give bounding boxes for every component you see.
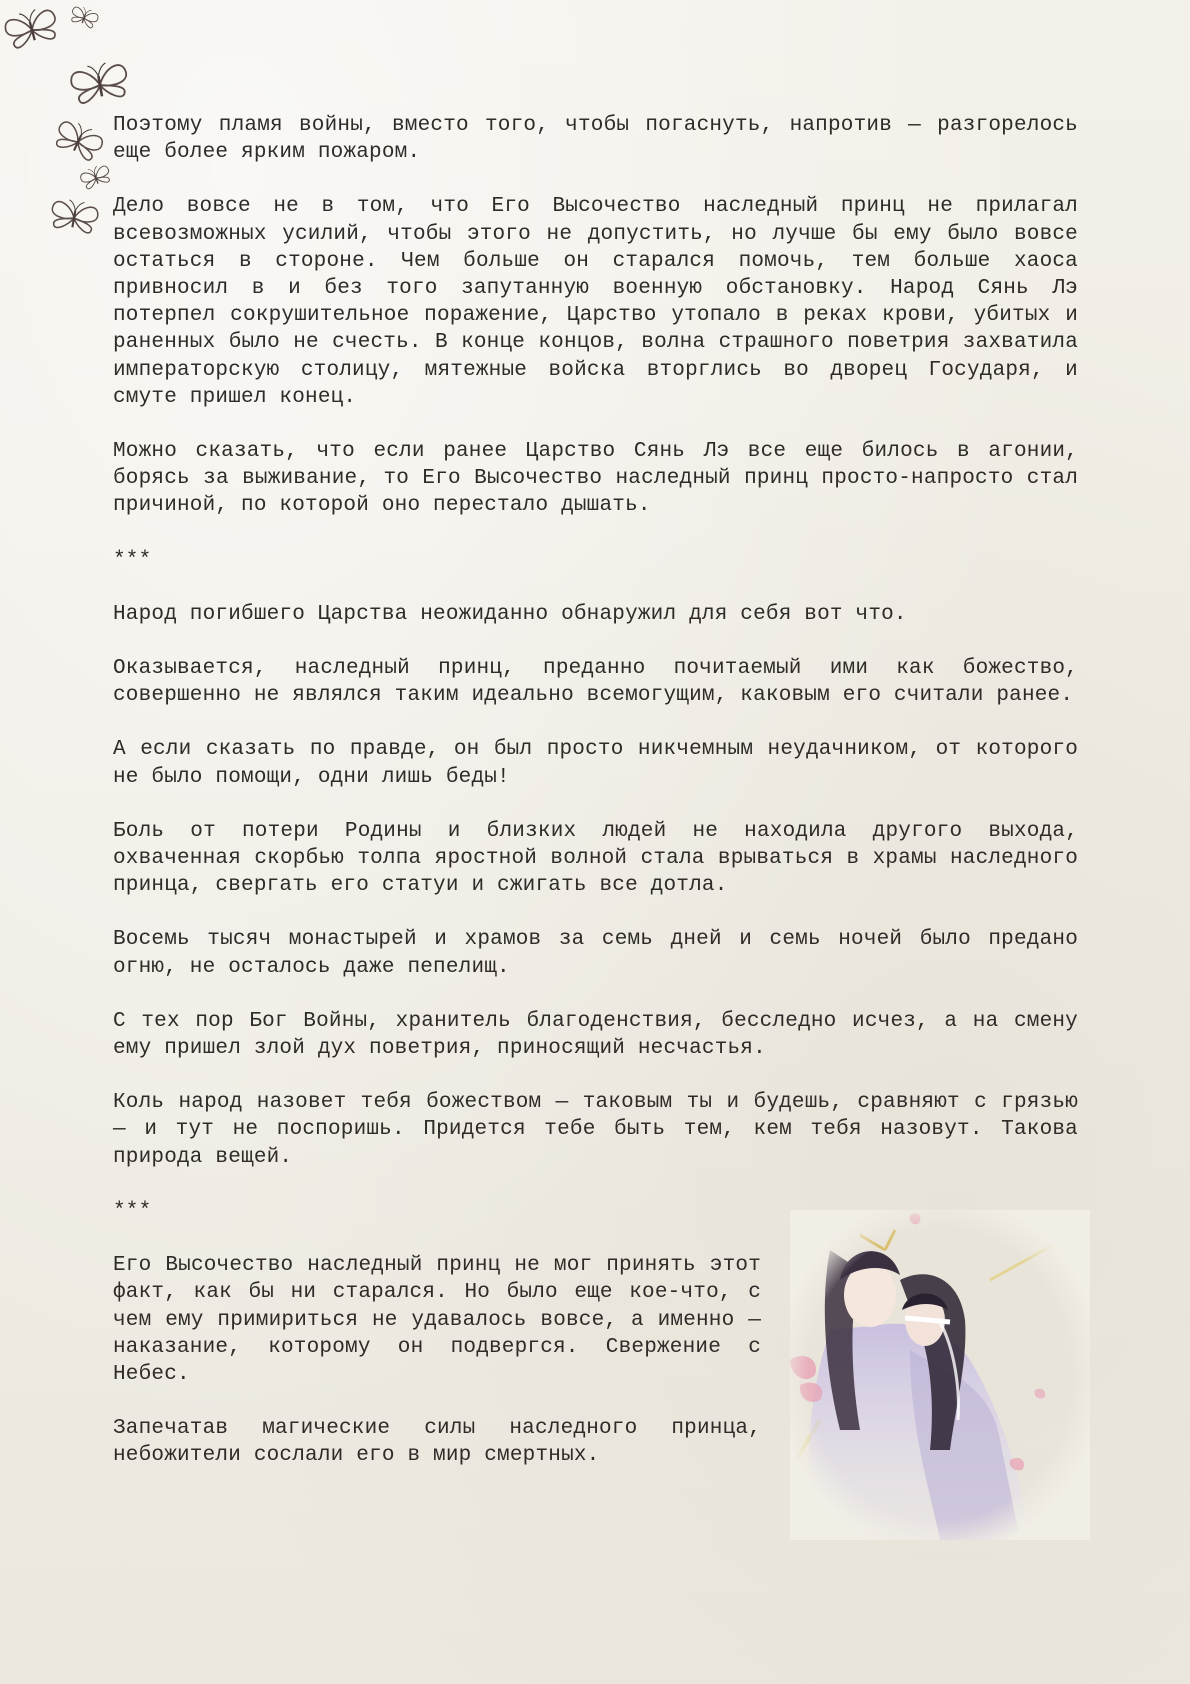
butterfly-icon	[52, 117, 106, 163]
paragraph: Восемь тысяч монастырей и храмов за семь дней и семь ночей было предано огню, не осталось даже пепелищ.	[113, 928, 1078, 979]
paragraph: Его Высочество наследный принц не мог принять этот факт, как бы ни старался. Но было еще кое-что, с чем ему примириться не удавалось вовсе, а именно — наказание, которому он подвергся. Свержение с Небес.	[113, 1254, 761, 1386]
paragraph: Дело вовсе не в том, что Его Высочество наследный принц не прилагал всевозможных усилий, чтобы этого не допустить, но лучше бы ему было вовсе остаться в стороне. Чем больше он старался помочь, тем больше хаоса привносил в и без того запутанную военную обстановку. Народ Сянь Лэ потерпел сокрушительное поражение, Царство утопало в реках крови, убитых и раненных было не счесть. В конце концов, волна страшного поветрия захватила императорскую столицу, мятежные войска вторглись во дворец Государя, и смуте пришел конец.	[113, 195, 1078, 409]
section-separator: ***	[113, 548, 152, 572]
paragraph: Можно сказать, что если ранее Царство Сянь Лэ все еще билось в агонии, борясь за выживание, то Его Высочество наследный принц просто-напросто стал причиной, по которой оно перестало дышать.	[113, 440, 1078, 518]
butterfly-icon	[69, 4, 100, 29]
butterfly-icon	[3, 5, 60, 50]
paragraph: С тех пор Бог Войны, хранитель благоденствия, бесследно исчез, а на смену ему пришел злой дух поветрия, приносящий несчастья.	[113, 1009, 1078, 1061]
paragraph: Поэтому пламя войны, вместо того, чтобы погаснуть, напротив — разгорелось еще более ярким пожаром.	[113, 114, 1078, 165]
paragraph: Народ погибшего Царства неожиданно обнаружил для себя вот что.	[113, 602, 907, 626]
butterfly-icon	[79, 163, 113, 190]
butterfly-icon	[49, 197, 99, 234]
paragraph: А если сказать по правде, он был просто никчемным неудачником, от которого не было помощи, одни лишь беды!	[113, 738, 1078, 789]
paragraph: Запечатав магические силы наследного принца, небожители сослали его в мир смертных.	[113, 1417, 761, 1468]
paragraph: Оказывается, наследный принц, преданно почитаемый ими как божество, совершенно не являлся таким идеально всемогущим, каковым его считали ранее.	[113, 657, 1078, 708]
paragraph: Коль народ назовет тебя божеством — таковым ты и будешь, сравняют с грязью — и тут не поспоришь. Придется тебе быть тем, кем тебя назовут. Такова природа вещей.	[113, 1091, 1078, 1169]
section-separator: ***	[113, 1199, 152, 1223]
paragraph: Боль от потери Родины и близких людей не находила другого выхода, охваченная скорбью толпа яростной волной стала врываться в храмы наследного принца, свергать его статуи и сжигать все дотла.	[113, 819, 1078, 898]
two-figures-embrace-illustration	[790, 1210, 1090, 1540]
butterfly-icon	[69, 60, 130, 105]
